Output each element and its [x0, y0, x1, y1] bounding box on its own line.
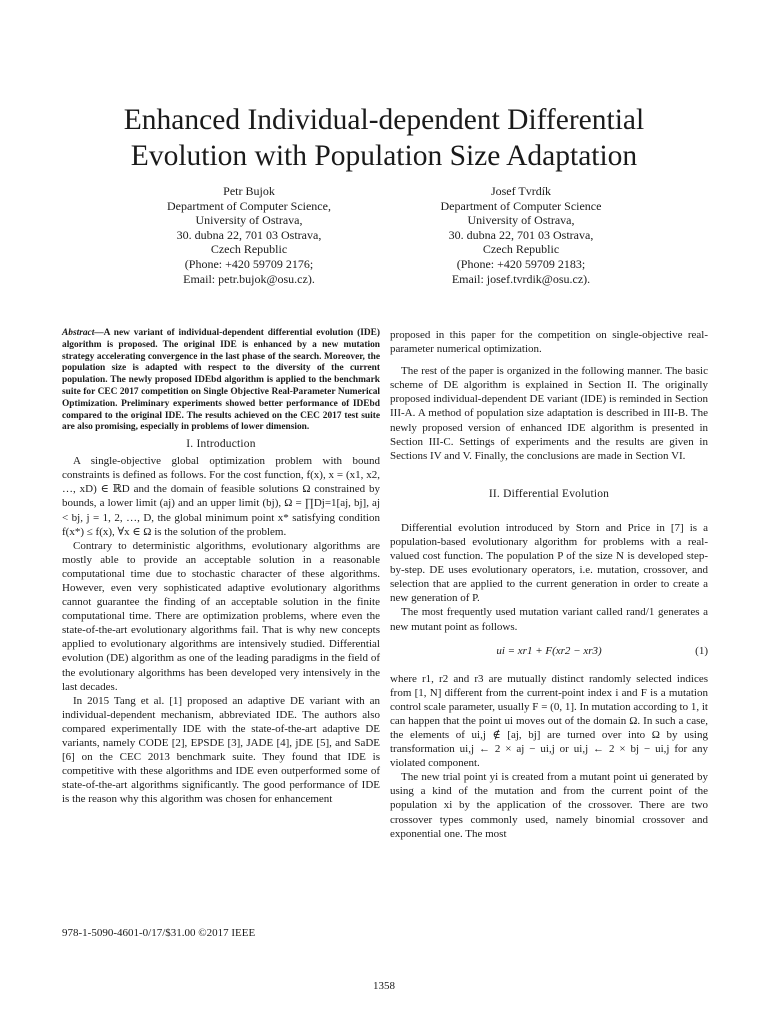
title-line-2: Evolution with Population Size Adaptation [130, 140, 638, 172]
author-department: Department of Computer Science, [167, 198, 331, 213]
intro-paragraph-1: A single-objective global optimization problem with bound constraints is defined as follows. For the cost function, f(x), x = (x1, x2, …, xD) ∈ ℝD and the domain of feasible solutions Ω constrained by bounds, a lower limit (aj) and an upper limit (bj), Ω = ∏Dj=1[aj, bj], aj < bj, j = 1, 2, …, D, the global minimum point x* satisfying condition f(x*) ≤ f(x), ∀x ∈ Ω is the solution of the problem. [62, 455, 380, 538]
title-line-1: Enhanced Individual-dependent Differential [123, 104, 645, 136]
de-paragraph-3: where r1, r2 and r3 are mutually distinct randomly selected indices from [1, N] different from the current-point index i and F is a mutation control scale parameter, usually F = (0, 1]. In mutation according to 1, it can happen that the point ui moves out of the domain Ω. In such a case, the elements of ui,j ∉ [aj, bj] are turned over into Ω by using transformation ui,j ← 2 × aj − ui,j or ui,j ← 2 × bj − ui,j for any violated component. [390, 672, 708, 770]
author-name: Petr Bujok [223, 184, 275, 198]
page-number: 1358 [373, 980, 395, 992]
author-address: 30. dubna 22, 701 03 Ostrava, [448, 227, 594, 242]
abstract-label: Abstract [62, 328, 95, 338]
left-column [62, 328, 380, 807]
author-email: Email: petr.bujok@osu.cz). [183, 271, 315, 286]
de-paragraph-2: The most frequently used mutation variant called rand/1 generates a new mutant point as follows. [390, 606, 708, 633]
copyright-footnote: 978-1-5090-4601-0/17/$31.00 ©2017 IEEE [62, 927, 256, 939]
author-university: University of Ostrava, [467, 213, 575, 228]
intro-paragraph-4: The rest of the paper is organized in the following manner. The basic scheme of DE algorithm is explained in Section II. The originally proposed individual-dependent DE variant (IDE) is reminded in Section III-A. A method of population size adaptation is described in III-B. The newly proposed version of enhanced IDE algorithm is presented in Section III-C. Settings of experiments and the results are given in Sections IV and V. Finally, the conclusions are made in Section VI. [390, 365, 708, 462]
author-block-1 [104, 184, 394, 286]
right-column [390, 328, 708, 841]
paper-title [60, 102, 708, 174]
equation-number: (1) [695, 644, 708, 657]
abstract-text: —A new variant of individual-dependent differential evolution (IDE) algorithm is proposed. The original IDE is enhanced by a new mutation strategy accelerating convergence in the last phase of the search. Moreover, the population size is adapted with respect to the diversity of the current population. The newly proposed IDEbd algorithm is applied to the benchmark suite for CEC 2017 competition on Single Objective Real-Parameter Numerical Optimization. Preliminary experiments showed better performance of IDEbd compared to the original IDE. The results achieved on the CEC 2017 test suite are also promising, especially in problems of lower dimension. [62, 328, 380, 433]
author-phone: (Phone: +420 59709 2176; [184, 256, 314, 271]
equation-body: ui = xr1 + F(xr2 − xr3) [496, 644, 602, 657]
intro-paragraph-3: In 2015 Tang et al. [1] proposed an adaptive DE variant with an individual-dependent mechanism, abbreviated IDE. The authors also compared experimentally IDE with the state-of-the-art adaptive DE variants, namely CODE [2], EPSDE [3], JADE [4], jDE [5], and SaDE [6] on the CEC 2013 benchmark suite. They found that IDE is competitive with these algorithms and IDE even outperformed some of state-of-the-art algorithms significantly. The good performance of IDE is the reason why this algorithm was chosen for enhancement [62, 694, 380, 806]
author-country: Czech Republic [210, 242, 288, 257]
intro-paragraph-2: Contrary to deterministic algorithms, evolutionary algorithms are mostly able to provide an acceptable solution in a reasonable computational time due to stochastic character of these algorithms. However, even very sophisticated adaptive evolutionary algorithms cannot guarantee the finding of an acceptable solution in the finite computational time. There are optimization problems, where even the state-of-the-art evolutionary algorithms fail. That is why new concepts applied to evolutionary algorithms are intensively studied. Differential evolution (DE) algorithm as one of the leading paradigms in the field of the evolutionary algorithms has been developed very intensively in the last decades. [62, 539, 380, 693]
author-university: University of Ostrava, [195, 213, 303, 228]
de-paragraph-4: The new trial point yi is created from a mutant point ui generated by using a kind of the mutation and from the current point of the population xi by the application of the crossover. There are two crossover types commonly used, namely binomial crossover and exponential one. The most [390, 771, 708, 840]
de-paragraph-1: Differential evolution introduced by Storn and Price in [7] is a population-based evolutionary algorithm for problems with a real-valued cost function. The population P of the size N is developed step-by-step. DE uses evolutionary operators, i.e. mutation, crossover, and selection that are applied to the current generation in order to create a new generation of P. [390, 521, 708, 605]
author-address: 30. dubna 22, 701 03 Ostrava, [176, 227, 322, 242]
author-email: Email: josef.tvrdik@osu.cz). [451, 271, 591, 286]
intro-paragraph-continued: proposed in this paper for the competition on single-objective real-parameter numerical optimization. [390, 329, 708, 356]
equation-1 [390, 644, 708, 664]
section-heading-differential-evolution: II. Differential Evolution [488, 487, 610, 500]
author-name: Josef Tvrdík [490, 184, 552, 198]
abstract [62, 328, 380, 434]
author-department: Department of Computer Science [440, 198, 602, 213]
author-country: Czech Republic [482, 242, 560, 257]
author-phone: (Phone: +420 59709 2183; [456, 256, 586, 271]
author-block-2 [376, 184, 666, 286]
section-heading-introduction: I. Introduction [186, 438, 256, 451]
